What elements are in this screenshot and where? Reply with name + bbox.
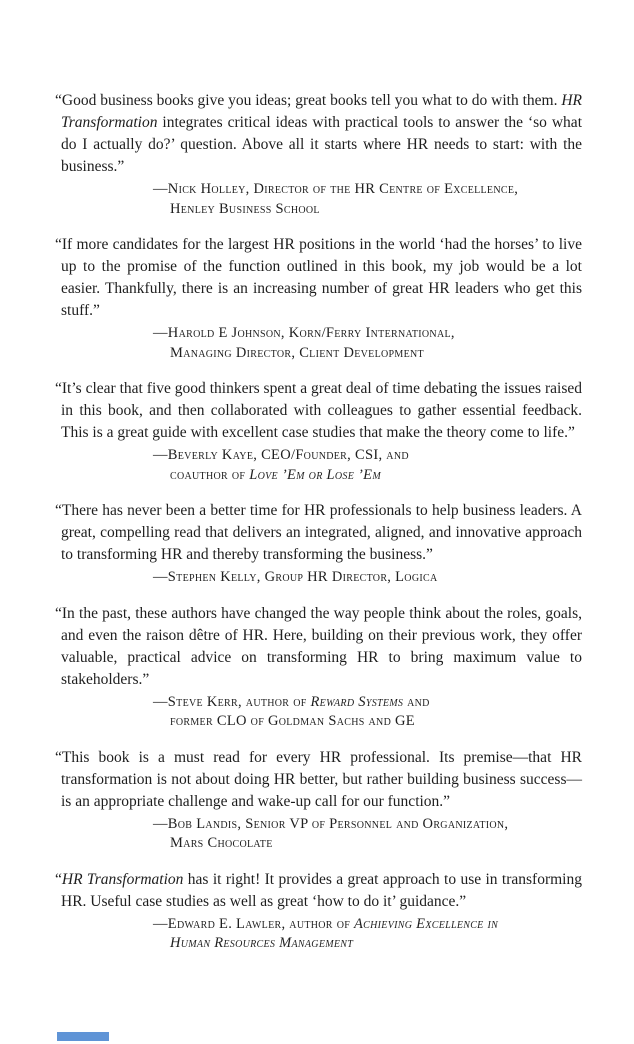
- quote-attribution: [153, 180, 582, 219]
- book-title: Love ’Em or Lose ’Em: [249, 466, 381, 483]
- attribution-text: Mars Chocolate: [170, 835, 273, 851]
- testimonial-quote-4: [55, 500, 582, 588]
- attribution-line: [170, 466, 582, 486]
- testimonial-quote-1: [55, 90, 582, 219]
- attribution-line: [170, 934, 582, 954]
- attribution-line: [170, 712, 582, 732]
- quote-text: [55, 378, 582, 444]
- attribution-text: —Stephen Kelly, Group HR Director, Logica: [153, 569, 438, 585]
- quote-attribution: [153, 815, 582, 854]
- quote-segment: “In the past, these authors have changed the way people think about the roles, goals, and even the raison dêtre of HR. Here, building on their previous work, they offer valuable, practical advice on transforming HR to bring maximum value to stakeholders.”: [55, 604, 582, 688]
- quote-segment: “: [55, 870, 62, 888]
- quote-text: [55, 603, 582, 691]
- book-title: Reward Systems: [310, 693, 404, 710]
- quote-segment: has it right! It provides a great approach to use in transforming HR. Useful case studies as well as great ‘how to do it’ guidance.”: [61, 870, 582, 910]
- testimonial-quote-3: [55, 378, 582, 485]
- attribution-line: [170, 834, 582, 854]
- quote-segment: “This book is a must read for every HR professional. Its premise—that HR transformation is not about doing HR better, but rather building business success—is an appropriate challenge and wake-up call for our function.”: [55, 748, 582, 810]
- quote-segment: “Good business books give you ideas; great books tell you what to do with them.: [55, 92, 562, 109]
- attribution-text: former CLO of Goldman Sachs and GE: [170, 713, 415, 729]
- attribution-text: Henley Business School: [170, 200, 320, 217]
- testimonial-quote-5: [55, 603, 582, 732]
- quote-text: [55, 234, 582, 322]
- attribution-text: —Edward E. Lawler, author of: [153, 915, 355, 932]
- quote-segment: “If more candidates for the largest HR positions in the world ‘had the horses’ to live up to the promise of the function outlined in this book, my job would be a lot easier. Thankfully, there is an increasing number of great HR leaders who get this stuff.”: [55, 236, 582, 319]
- attribution-line: [153, 324, 582, 344]
- testimonial-quote-2: [55, 234, 582, 363]
- attribution-text: and: [403, 693, 430, 710]
- quote-text: [55, 747, 582, 813]
- attribution-text: —Harold E Johnson, Korn/Ferry International,: [153, 325, 455, 341]
- quote-text: [55, 500, 582, 566]
- book-title: HR Transformation: [61, 870, 184, 888]
- quote-text: [55, 869, 582, 913]
- quote-attribution: [153, 693, 582, 732]
- attribution-line: [170, 344, 582, 364]
- book-title: Achieving Excellence in: [354, 915, 499, 932]
- quote-attribution: [153, 446, 582, 485]
- testimonial-quote-7: [55, 869, 582, 954]
- attribution-line: [153, 915, 582, 935]
- quote-attribution: [153, 324, 582, 363]
- quote-segment: “There has never been a better time for HR professionals to help business leaders. A great, compelling read that delivers an integrated, aligned, and innovative approach to transforming HR and thereby transforming the business.”: [55, 502, 582, 563]
- attribution-text: —Bob Landis, Senior VP of Personnel and Organization,: [153, 815, 509, 832]
- selection-highlight-bar: [57, 1032, 109, 1041]
- quote-text: [55, 90, 582, 178]
- attribution-line: [153, 815, 582, 835]
- quote-segment: “It’s clear that five good thinkers spent a great deal of time debating the issues raised in this book, and then collaborated with colleagues to gather essential feedback. This is a great guide with excellent case studies that make the theory come to life.”: [55, 380, 582, 441]
- quote-attribution: [153, 915, 582, 954]
- attribution-line: [170, 200, 582, 220]
- attribution-text: Managing Director, Client Development: [170, 344, 424, 361]
- quote-attribution: [153, 568, 582, 588]
- testimonial-quote-6: [55, 747, 582, 854]
- attribution-line: [153, 446, 582, 466]
- attribution-line: [153, 693, 582, 713]
- attribution-line: [153, 180, 582, 200]
- attribution-text: —Nick Holley, Director of the HR Centre of Excellence,: [153, 181, 519, 197]
- attribution-text: —Steve Kerr, author of: [153, 693, 311, 710]
- quote-segment: integrates critical ideas with practical tools to answer the ‘so what do I actually do?’ question. Above all it starts where HR needs to start: with the business.”: [61, 114, 582, 175]
- book-title: Human Resources Management: [170, 935, 354, 951]
- attribution-line: [153, 568, 582, 588]
- attribution-text: —Beverly Kaye, CEO/Founder, CSI, and: [153, 447, 409, 463]
- attribution-text: coauthor of: [170, 466, 250, 483]
- book-title: HR Transformation: [61, 92, 582, 131]
